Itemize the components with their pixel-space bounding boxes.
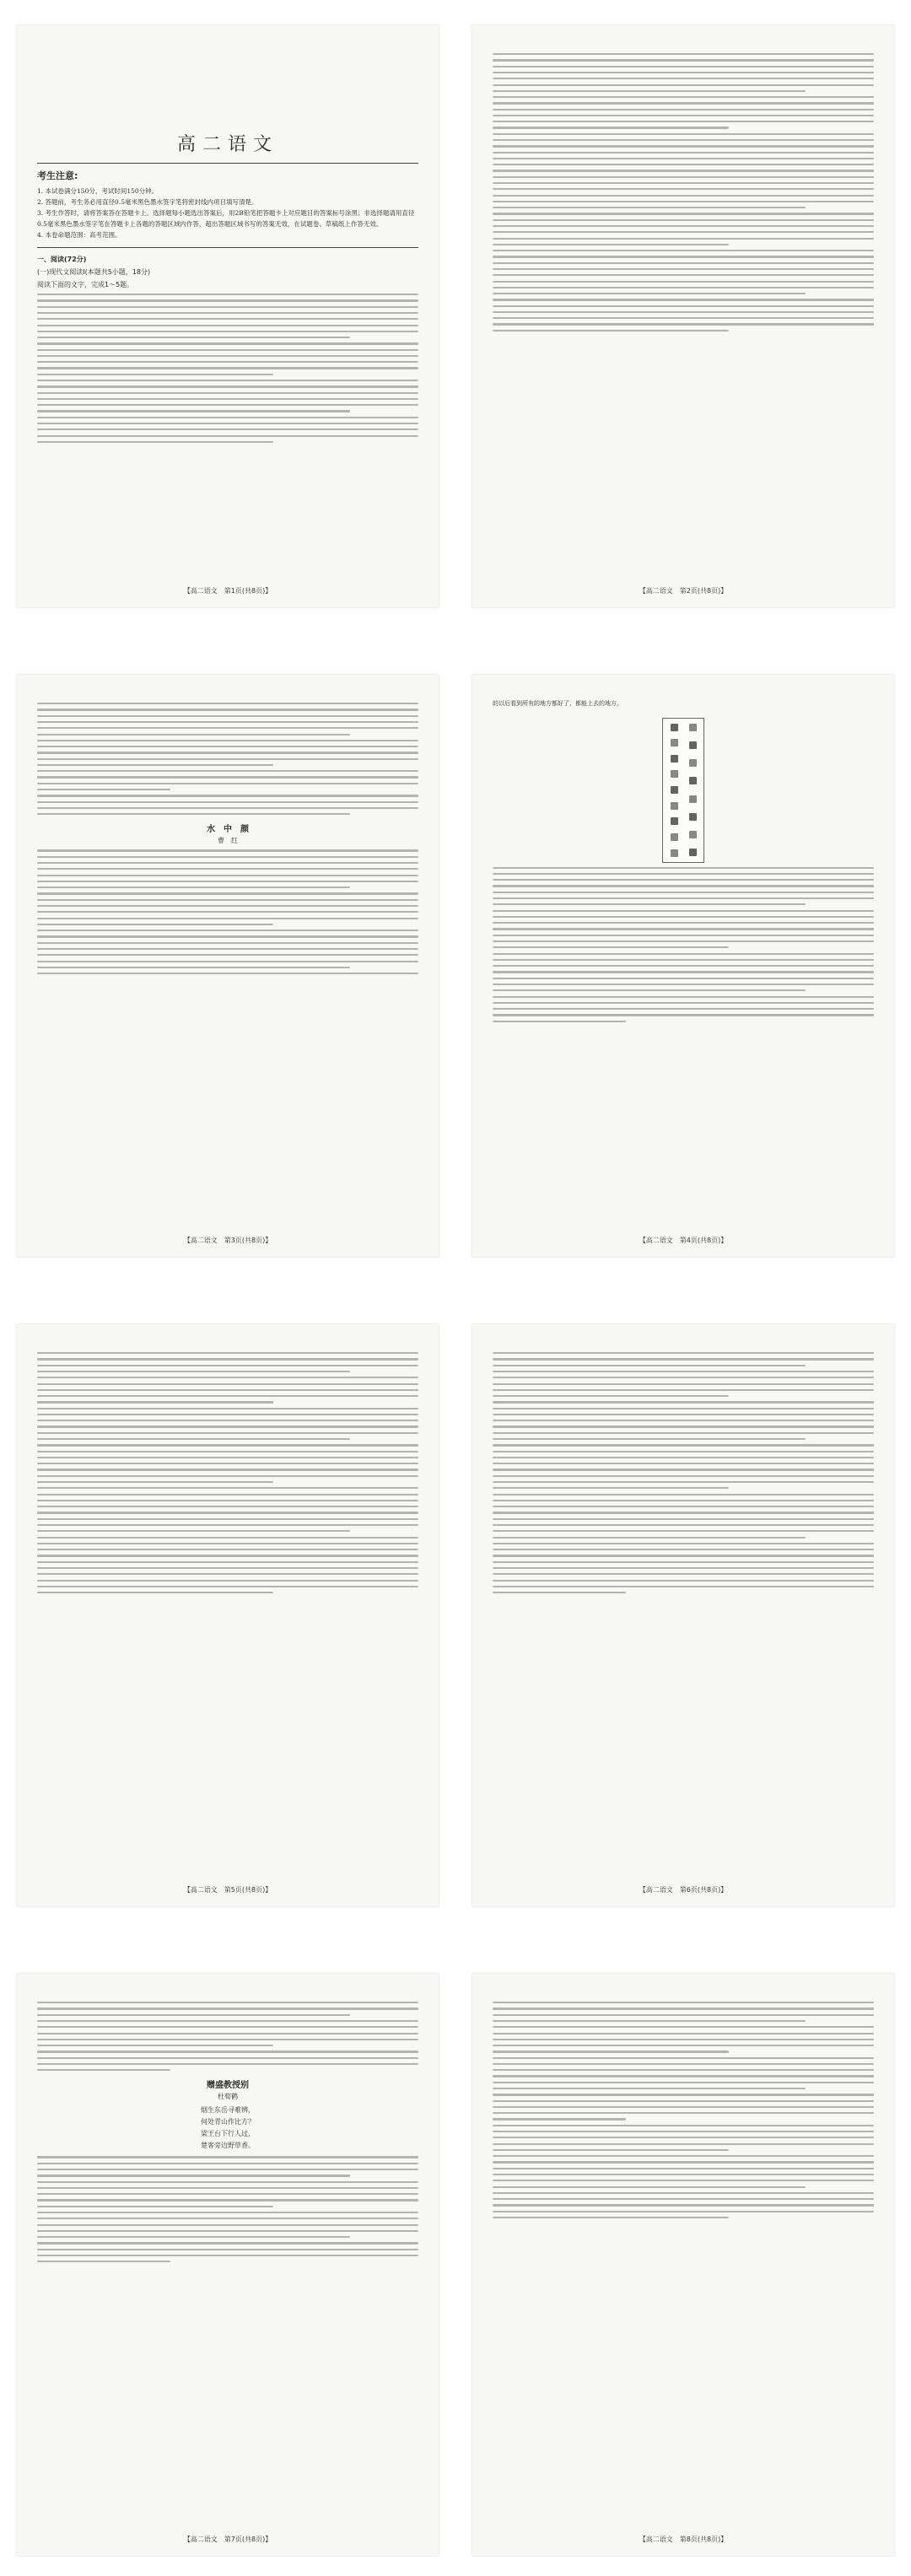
story-author: 曹 红: [218, 837, 238, 845]
exam-page-4: [472, 675, 894, 1257]
page-footer: 【高二语文 第2页(共8页)】: [639, 587, 728, 595]
notice-item: 3. 考生作答时，请将答案答在答题卡上。选择题每小题选出答案后，用2B铅笔把答题卡上对应题目的答案标号涂黑；非选择题请用直径0.5毫米黑色墨水签字笔在答题卡上各题的答题区域内作答，超出答题区域书写的答案无效，在试题卷、草稿纸上作答无效。: [37, 209, 415, 228]
page-footer: 【高二语文 第3页(共8页)】: [183, 1237, 272, 1244]
exam-page-2: [472, 25, 894, 607]
subsection-hint: 阅读下面的文字，完成1～5题。: [37, 281, 134, 288]
story-title: 水 中 颜: [207, 825, 249, 835]
exam-page-5: [17, 1324, 439, 1906]
question-text: [493, 2002, 874, 2218]
story-text: [37, 1352, 418, 1593]
poem-line: 烟生东岳寻难辨，: [201, 2106, 255, 2115]
notice-title: 考生注意:: [37, 170, 78, 181]
title-rule: [37, 163, 418, 164]
question-text: [37, 2156, 418, 2262]
question-text: [37, 2002, 418, 2071]
poem-body: [37, 2104, 418, 2152]
poem-line: 何处青山作比方？: [201, 2118, 255, 2126]
calligraphy-strip-figure: [662, 718, 704, 863]
notice-item: 1. 本试卷满分150分，考试时间150分钟。: [37, 187, 159, 195]
exam-page-1: [17, 25, 439, 607]
figure-caption: 的以后看到所有的地方都好了，都能上去的地方。: [493, 700, 623, 707]
exam-page-6: [472, 1324, 894, 1906]
passage-text: [493, 53, 874, 331]
exam-page-8: [472, 1974, 894, 2556]
section-heading: 一、阅读(72分): [37, 256, 87, 263]
page-footer: 【高二语文 第7页(共8页)】: [183, 2536, 272, 2543]
poem-title: 赠盛教授别: [207, 2081, 249, 2091]
exam-title: 高二语文: [176, 134, 278, 155]
passage-text: [37, 294, 418, 443]
question-text: [37, 703, 418, 815]
poem-line: 梁王台下行人过，: [201, 2130, 255, 2138]
notice-item: 4. 本卷命题范围：高考范围。: [37, 231, 121, 239]
page-footer: 【高二语文 第4页(共8页)】: [639, 1237, 728, 1244]
subsection-heading: (一)现代文阅读Ⅰ(本题共5小题，18分): [37, 268, 151, 276]
poem-line: 楚客旁边野草香。: [201, 2142, 255, 2150]
notice-item: 2. 答题前，考生务必用直径0.5毫米黑色墨水签字笔将密封线内项目填写清楚。: [37, 198, 258, 206]
exam-page-3: [17, 675, 439, 1257]
notice-rule: [37, 247, 418, 248]
page-footer: 【高二语文 第8页(共8页)】: [639, 2536, 728, 2543]
story-text: [493, 867, 874, 1022]
page-footer: 【高二语文 第6页(共8页)】: [639, 1886, 728, 1894]
poem-author: 杜荀鹤: [218, 2093, 238, 2101]
story-text: [37, 849, 418, 974]
exam-page-7: [17, 1974, 439, 2556]
page-footer: 【高二语文 第1页(共8页)】: [183, 587, 272, 595]
classical-text: [493, 1352, 874, 1593]
page-footer: 【高二语文 第5页(共8页)】: [183, 1886, 272, 1894]
